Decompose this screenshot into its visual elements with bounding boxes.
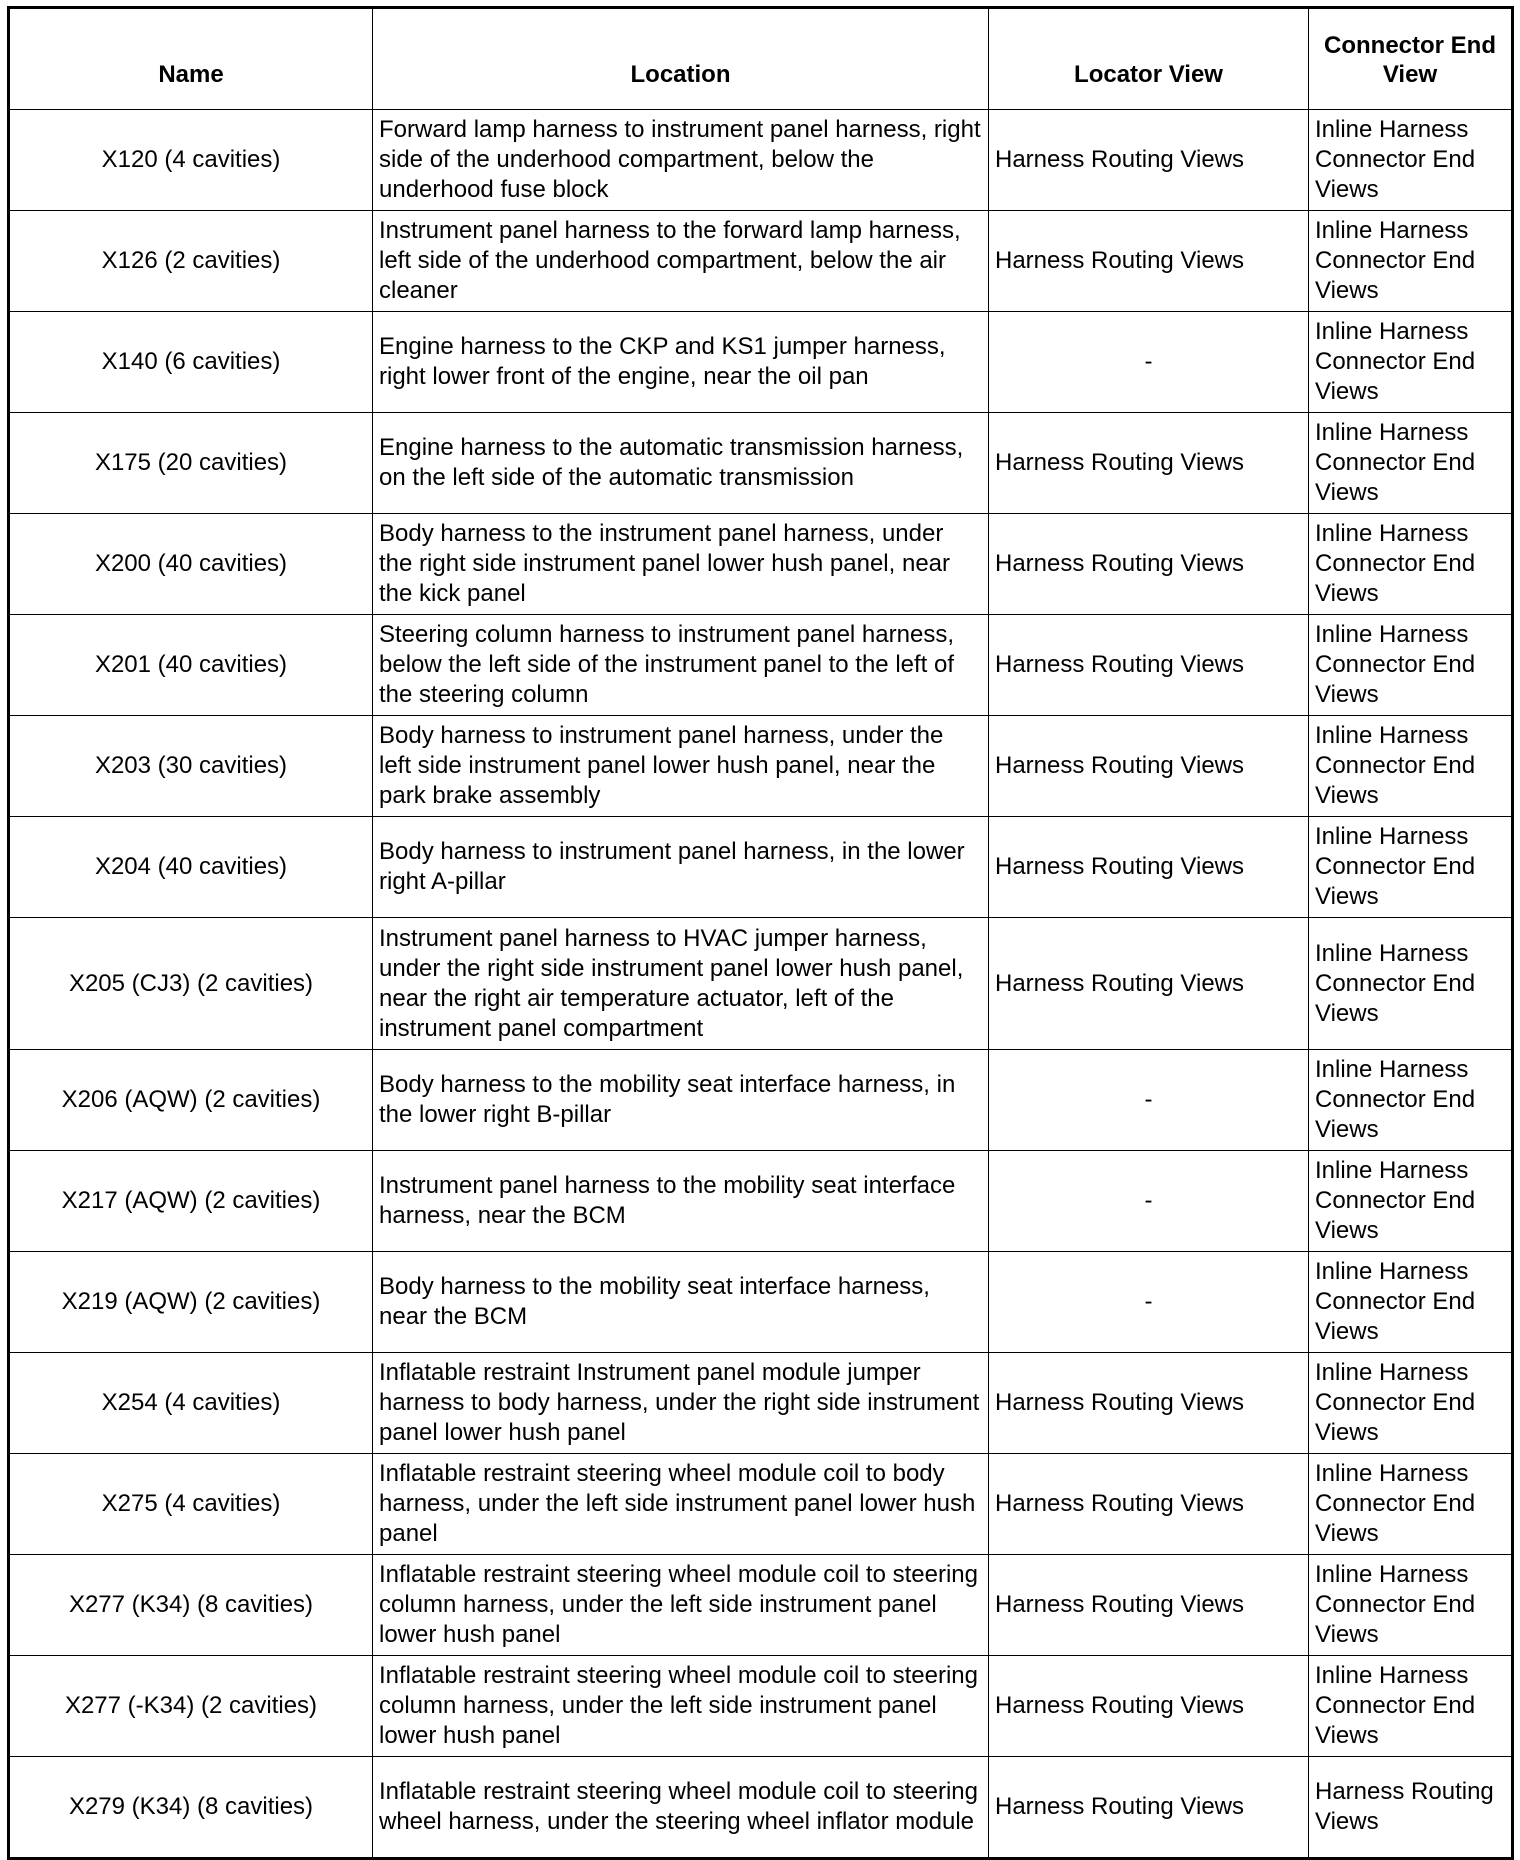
cell-locator-view: Harness Routing Views bbox=[989, 716, 1309, 817]
table-row bbox=[9, 413, 1513, 514]
cell-connector-end-view: Inline Harness Connector End Views bbox=[1309, 413, 1513, 514]
cell-connector-end-view: Inline Harness Connector End Views bbox=[1309, 1353, 1513, 1454]
cell-name: X204 (40 cavities) bbox=[9, 817, 373, 918]
cell-name: X175 (20 cavities) bbox=[9, 413, 373, 514]
cell-locator-view: Harness Routing Views bbox=[989, 918, 1309, 1050]
cell-locator-view: Harness Routing Views bbox=[989, 615, 1309, 716]
cell-connector-end-view: Inline Harness Connector End Views bbox=[1309, 110, 1513, 211]
cell-connector-end-view: Inline Harness Connector End Views bbox=[1309, 1151, 1513, 1252]
cell-name: X140 (6 cavities) bbox=[9, 312, 373, 413]
cell-locator-view: - bbox=[989, 1050, 1309, 1151]
cell-location: Inflatable restraint Instrument panel module jumper harness to body harness, under the right side instrument panel lower hush panel bbox=[373, 1353, 989, 1454]
cell-location: Body harness to instrument panel harness, in the lower right A-pillar bbox=[373, 817, 989, 918]
cell-connector-end-view: Inline Harness Connector End Views bbox=[1309, 1050, 1513, 1151]
cell-locator-view: - bbox=[989, 1252, 1309, 1353]
cell-name: X200 (40 cavities) bbox=[9, 514, 373, 615]
cell-location: Body harness to the instrument panel harness, under the right side instrument panel lower hush panel, near the kick panel bbox=[373, 514, 989, 615]
cell-locator-view: Harness Routing Views bbox=[989, 1555, 1309, 1656]
header-row bbox=[9, 8, 1513, 110]
table-row bbox=[9, 918, 1513, 1050]
cell-locator-view: Harness Routing Views bbox=[989, 110, 1309, 211]
cell-locator-view: Harness Routing Views bbox=[989, 211, 1309, 312]
cell-name: X205 (CJ3) (2 cavities) bbox=[9, 918, 373, 1050]
cell-location: Body harness to the mobility seat interface harness, in the lower right B-pillar bbox=[373, 1050, 989, 1151]
cell-connector-end-view: Inline Harness Connector End Views bbox=[1309, 514, 1513, 615]
table-row bbox=[9, 1555, 1513, 1656]
cell-locator-view: - bbox=[989, 312, 1309, 413]
cell-locator-view: Harness Routing Views bbox=[989, 1454, 1309, 1555]
cell-location: Inflatable restraint steering wheel module coil to body harness, under the left side instrument panel lower hush panel bbox=[373, 1454, 989, 1555]
connector-table bbox=[7, 6, 1514, 1860]
cell-connector-end-view: Inline Harness Connector End Views bbox=[1309, 1252, 1513, 1353]
table-row bbox=[9, 110, 1513, 211]
cell-location: Engine harness to the automatic transmission harness, on the left side of the automatic transmission bbox=[373, 413, 989, 514]
cell-connector-end-view: Inline Harness Connector End Views bbox=[1309, 1454, 1513, 1555]
cell-connector-end-view: Inline Harness Connector End Views bbox=[1309, 312, 1513, 413]
cell-locator-view: Harness Routing Views bbox=[989, 413, 1309, 514]
cell-locator-view: Harness Routing Views bbox=[989, 1656, 1309, 1757]
cell-locator-view: Harness Routing Views bbox=[989, 1353, 1309, 1454]
table-row bbox=[9, 514, 1513, 615]
cell-name: X277 (-K34) (2 cavities) bbox=[9, 1656, 373, 1757]
cell-locator-view: Harness Routing Views bbox=[989, 1757, 1309, 1859]
table-row bbox=[9, 1454, 1513, 1555]
table-row bbox=[9, 716, 1513, 817]
cell-location: Instrument panel harness to the mobility seat interface harness, near the BCM bbox=[373, 1151, 989, 1252]
cell-name: X203 (30 cavities) bbox=[9, 716, 373, 817]
cell-locator-view: Harness Routing Views bbox=[989, 514, 1309, 615]
cell-name: X277 (K34) (8 cavities) bbox=[9, 1555, 373, 1656]
cell-name: X206 (AQW) (2 cavities) bbox=[9, 1050, 373, 1151]
cell-connector-end-view: Inline Harness Connector End Views bbox=[1309, 615, 1513, 716]
cell-name: X217 (AQW) (2 cavities) bbox=[9, 1151, 373, 1252]
cell-connector-end-view: Inline Harness Connector End Views bbox=[1309, 211, 1513, 312]
cell-location: Body harness to instrument panel harness, under the left side instrument panel lower hush panel, near the park brake assembly bbox=[373, 716, 989, 817]
cell-location: Inflatable restraint steering wheel module coil to steering wheel harness, under the steering wheel inflator module bbox=[373, 1757, 989, 1859]
cell-name: X201 (40 cavities) bbox=[9, 615, 373, 716]
table-row bbox=[9, 1151, 1513, 1252]
cell-name: X126 (2 cavities) bbox=[9, 211, 373, 312]
cell-name: X275 (4 cavities) bbox=[9, 1454, 373, 1555]
table-row bbox=[9, 1353, 1513, 1454]
header-connector-end-view: Connector End View bbox=[1309, 8, 1513, 110]
header-location: Location bbox=[373, 8, 989, 110]
table-row bbox=[9, 312, 1513, 413]
cell-connector-end-view: Harness Routing Views bbox=[1309, 1757, 1513, 1859]
cell-connector-end-view: Inline Harness Connector End Views bbox=[1309, 716, 1513, 817]
table-row bbox=[9, 817, 1513, 918]
cell-locator-view: Harness Routing Views bbox=[989, 817, 1309, 918]
table-row bbox=[9, 1252, 1513, 1353]
cell-location: Body harness to the mobility seat interface harness, near the BCM bbox=[373, 1252, 989, 1353]
table-row bbox=[9, 1050, 1513, 1151]
cell-connector-end-view: Inline Harness Connector End Views bbox=[1309, 1555, 1513, 1656]
table-row bbox=[9, 211, 1513, 312]
cell-location: Instrument panel harness to the forward lamp harness, left side of the underhood compartment, below the air cleaner bbox=[373, 211, 989, 312]
cell-location: Inflatable restraint steering wheel module coil to steering column harness, under the left side instrument panel lower hush panel bbox=[373, 1555, 989, 1656]
cell-connector-end-view: Inline Harness Connector End Views bbox=[1309, 918, 1513, 1050]
header-name: Name bbox=[9, 8, 373, 110]
cell-name: X120 (4 cavities) bbox=[9, 110, 373, 211]
cell-name: X279 (K34) (8 cavities) bbox=[9, 1757, 373, 1859]
cell-connector-end-view: Inline Harness Connector End Views bbox=[1309, 1656, 1513, 1757]
cell-location: Forward lamp harness to instrument panel harness, right side of the underhood compartment, below the underhood fuse block bbox=[373, 110, 989, 211]
cell-name: X219 (AQW) (2 cavities) bbox=[9, 1252, 373, 1353]
table-row bbox=[9, 1757, 1513, 1859]
table-row bbox=[9, 615, 1513, 716]
cell-locator-view: - bbox=[989, 1151, 1309, 1252]
header-locator-view: Locator View bbox=[989, 8, 1309, 110]
table-row bbox=[9, 1656, 1513, 1757]
cell-location: Steering column harness to instrument panel harness, below the left side of the instrument panel to the left of the steering column bbox=[373, 615, 989, 716]
cell-location: Inflatable restraint steering wheel module coil to steering column harness, under the left side instrument panel lower hush panel bbox=[373, 1656, 989, 1757]
cell-connector-end-view: Inline Harness Connector End Views bbox=[1309, 817, 1513, 918]
cell-name: X254 (4 cavities) bbox=[9, 1353, 373, 1454]
cell-location: Instrument panel harness to HVAC jumper harness, under the right side instrument panel lower hush panel, near the right air temperature actuator, left of the instrument panel compartment bbox=[373, 918, 989, 1050]
cell-location: Engine harness to the CKP and KS1 jumper harness, right lower front of the engine, near the oil pan bbox=[373, 312, 989, 413]
